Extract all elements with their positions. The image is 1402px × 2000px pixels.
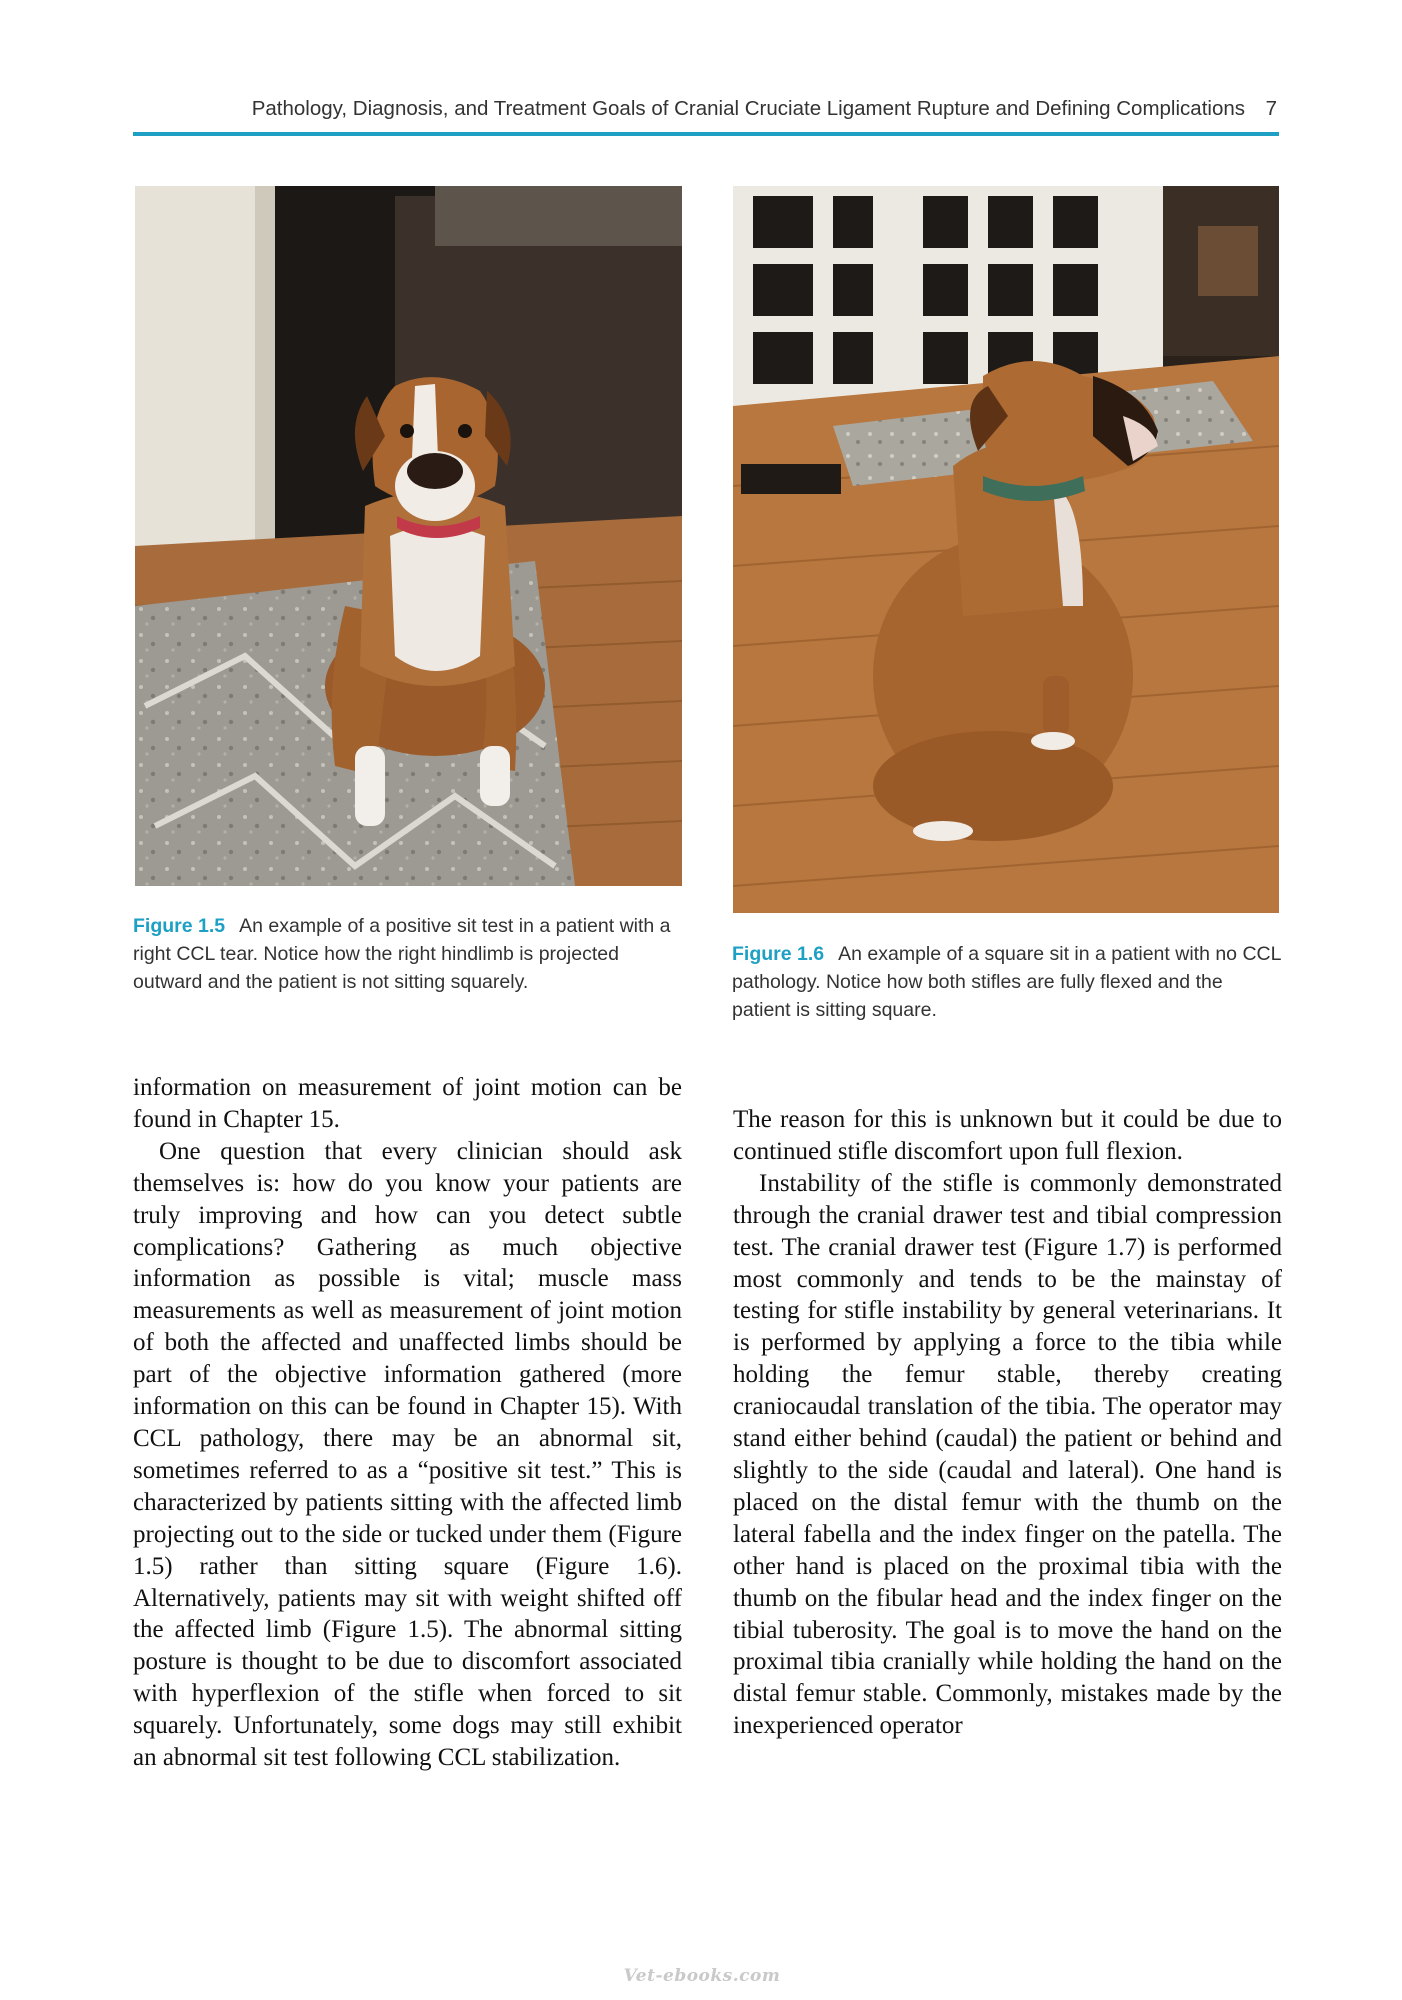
paragraph: The reason for this is unknown but it could be due to continued stifle discomfort upon full flexion. (733, 1106, 1282, 1165)
body-column-left (133, 1072, 682, 1774)
figure-1-5-label: Figure 1.5 (133, 915, 226, 937)
body-column-right (733, 1104, 1282, 1742)
figure-1-6-caption-text: An example of a square sit in a patient with no CCL pathology. Notice how both stifles are fully flexed and the patient is sitting square. (732, 943, 1281, 1021)
running-header (133, 92, 1279, 136)
paragraph: information on measurement of joint motion can be found in Chapter 15. (133, 1074, 682, 1133)
watermark-logo: Vet-ebooks.com (623, 1966, 781, 1986)
page-number: 7 (1265, 97, 1277, 120)
figure-1-5-photo (135, 186, 682, 886)
figure-1-5-illustration (135, 186, 682, 886)
figure-1-6-caption (732, 940, 1284, 1024)
running-header-title: Pathology, Diagnosis, and Treatment Goals of Cranial Cruciate Ligament Rupture and Defining Complications (251, 97, 1245, 120)
figure-1-6-label: Figure 1.6 (732, 943, 825, 965)
paragraph: One question that every clinician should ask themselves is: how do you know your patients are truly improving and how can you detect subtle complications? Gathering as much objective information as possible is vital; muscle mass measurements as well as measurement of joint motion of both the affected and unaffected limbs should be part of the objective information gathered (more information on this can be found in Chapter 15). With CCL pathology, there may be an abnormal sit, sometimes referred to as a “positive sit test.” This is characterized by patients sitting with the affected limb projecting out to the side or tucked under them (Figure 1.5) rather than sitting square (Figure 1.6). Alternatively, patients may sit with weight shifted off the affected limb (Figure 1.5). The abnormal sitting posture is thought to be due to discomfort associated with hyperflexion of the stifle when forced to sit squarely. Unfortunately, some dogs may still exhibit an abnormal sit test following CCL stabilization. (133, 1137, 682, 1772)
paragraph: Instability of the stifle is commonly demonstrated through the cranial drawer test and tibial compression test. The cranial drawer test (Figure 1.7) is performed most commonly and tends to be the mainstay of testing for stifle instability by general veterinarians. It is performed by applying a force to the tibia while holding the femur stable, thereby creating craniocaudal translation of the tibia. The operator may stand either behind (caudal) the patient or behind and slightly to the side (caudal and lateral). One hand is placed on the distal femur with the thumb on the lateral fabella and the index finger on the patella. The other hand is placed on the proximal tibia with the thumb on the fibular head and the index finger on the tibial tuberosity. The goal is to move the hand on the proximal tibia cranially while holding the hand on the distal femur stable. Commonly, mistakes made by the inexperienced operator (733, 1169, 1282, 1740)
figure-1-5-caption (133, 912, 685, 996)
figure-1-5-caption-text: An example of a positive sit test in a patient with a right CCL tear. Notice how the right hindlimb is projected outward and the patient is not sitting squarely. (133, 915, 671, 993)
figure-1-6-illustration (733, 186, 1279, 913)
figure-1-6-photo (733, 186, 1279, 913)
